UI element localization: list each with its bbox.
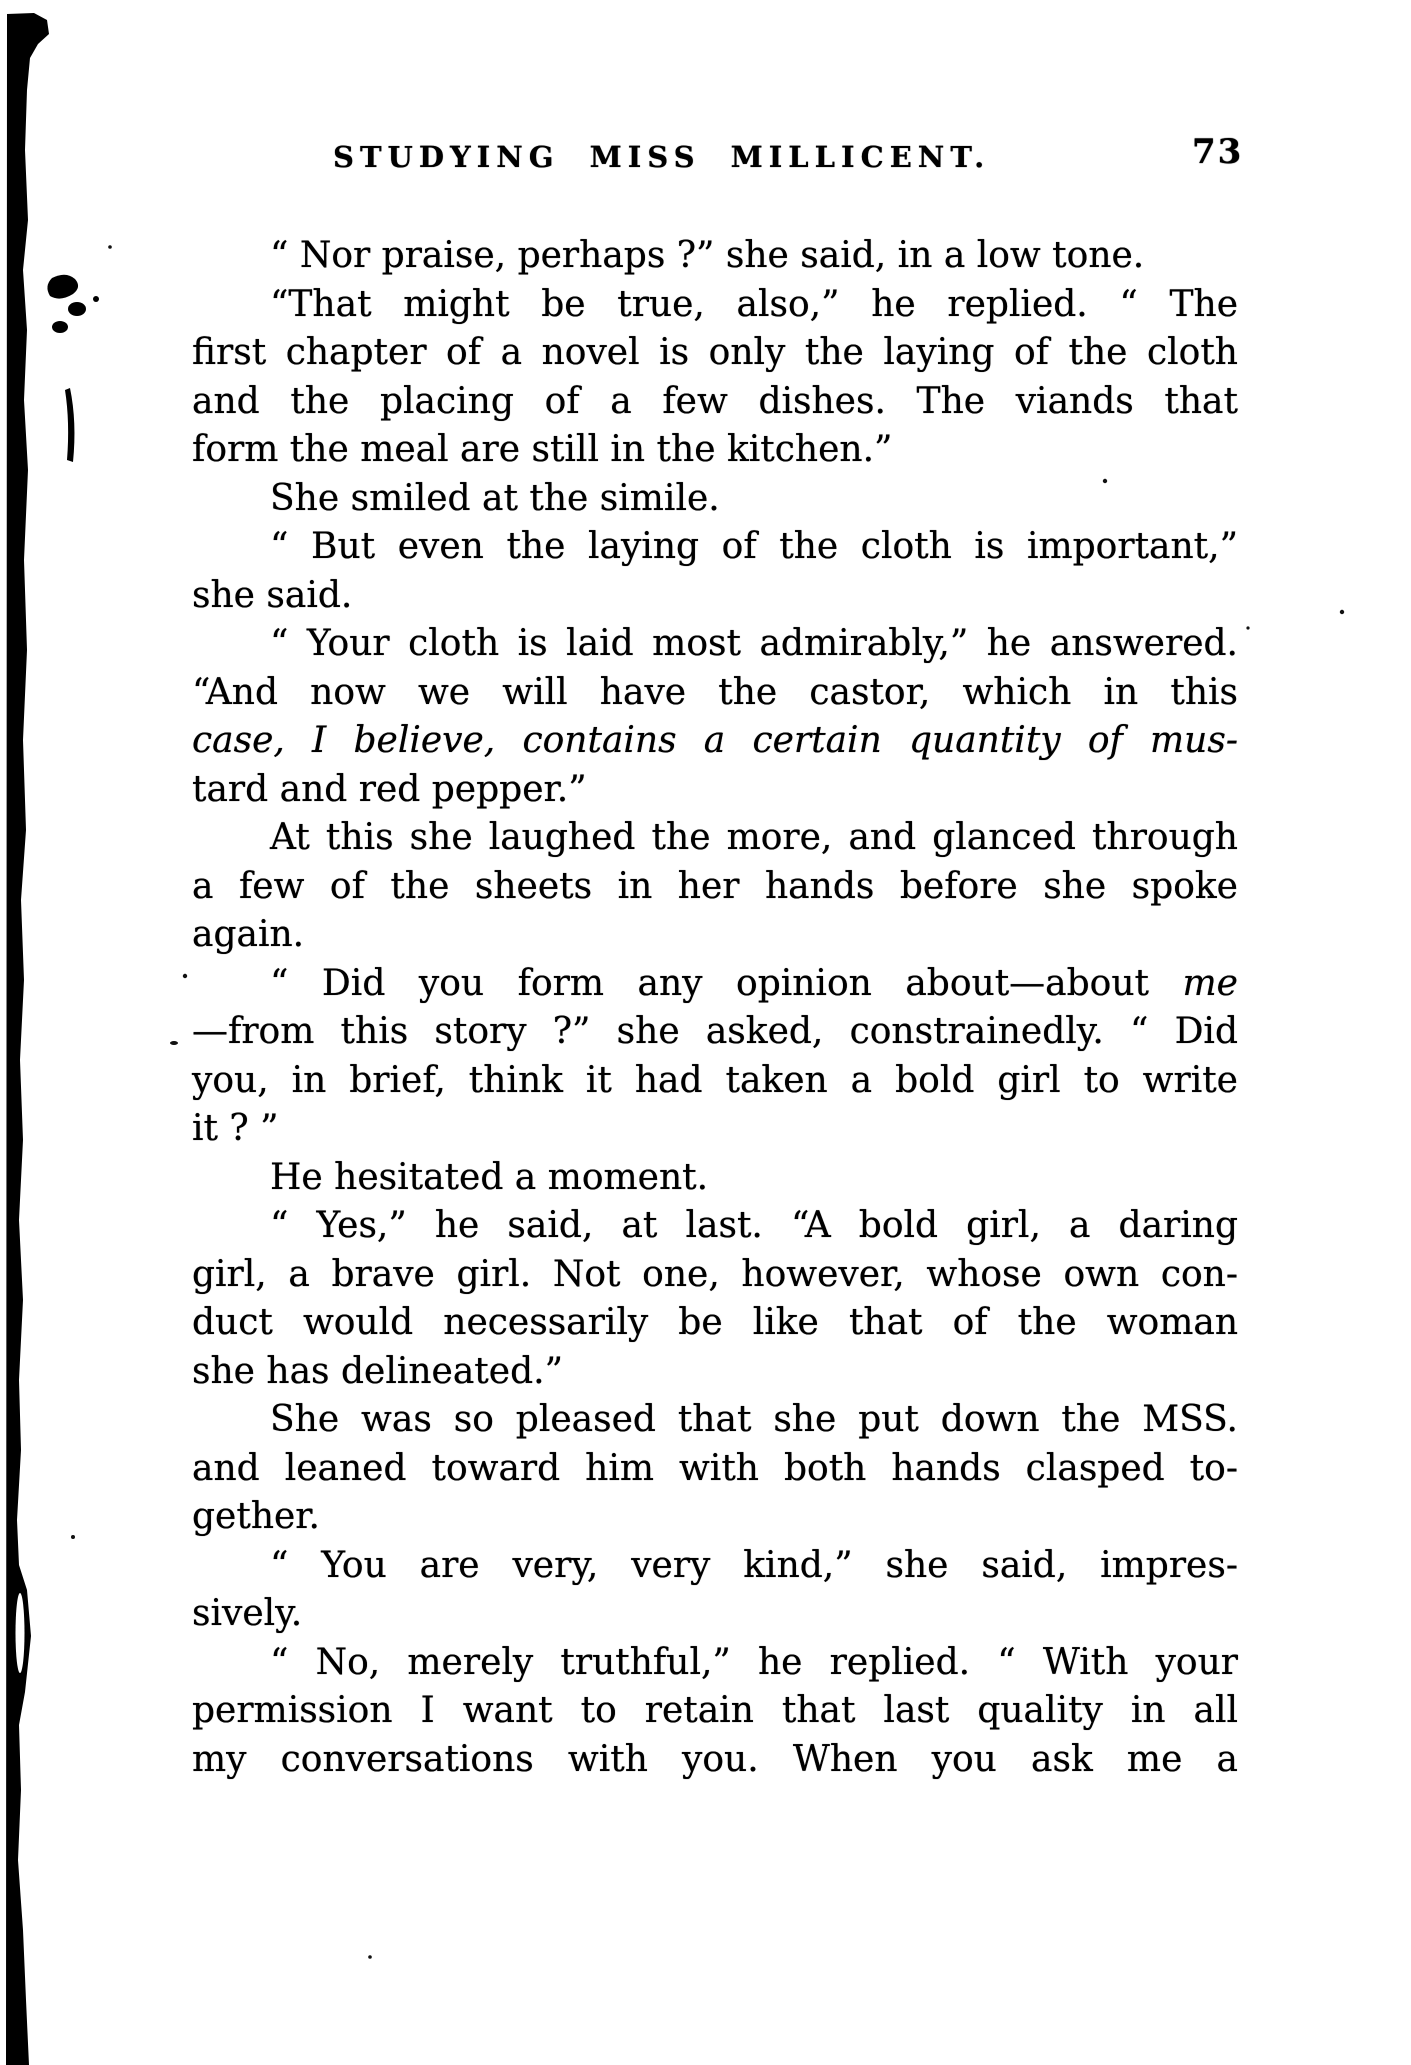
text-line	[192, 1299, 1238, 1348]
text-line	[192, 1445, 1238, 1494]
text-segment: you, in brief, think it had taken a bold girl to write	[192, 1059, 1238, 1101]
text-line	[192, 669, 1238, 718]
text-line	[192, 1154, 1238, 1203]
text-segment: “ Yes,” he said, at last. “A bold girl, a daring	[270, 1205, 1238, 1246]
text-segment: He hesitated a moment.	[270, 1156, 709, 1198]
text-line	[192, 378, 1238, 427]
text-segment: She smiled at the simile.	[270, 477, 720, 519]
text-segment: permission I want to retain that last quality in all	[192, 1690, 1238, 1731]
text-line	[192, 1105, 1238, 1154]
text-segment: girl, a brave girl. Not one, however, whose own con-	[192, 1253, 1238, 1295]
scan-speck	[170, 1041, 178, 1045]
scan-speck	[183, 974, 187, 978]
text-line	[192, 1590, 1238, 1639]
page-number: 73	[1192, 132, 1244, 172]
text-segment: and leaned toward him with both hands clasped to-	[192, 1447, 1238, 1489]
text-line	[192, 814, 1238, 863]
text-line	[192, 1008, 1238, 1057]
scan-speck	[71, 1535, 75, 1539]
text-segment: “ Your cloth is laid most admirably,” he answered.	[270, 623, 1238, 664]
text-segment: “And now we will have the castor, which in this	[192, 671, 1238, 713]
text-segment: gether.	[192, 1496, 321, 1537]
text-line	[192, 717, 1238, 766]
text-segment: it ? ”	[192, 1108, 279, 1149]
text-line	[192, 1542, 1238, 1591]
text-segment: “That might be true, also,” he replied. “ The	[270, 283, 1238, 325]
text-line	[192, 863, 1238, 912]
text-line	[192, 523, 1238, 572]
text-line	[192, 766, 1238, 815]
scan-speck	[1246, 626, 1249, 629]
text-segment: “ You are very, very kind,” she said, impres-	[270, 1544, 1238, 1586]
text-segment-italic: me	[1182, 962, 1238, 1004]
text-line	[192, 475, 1238, 524]
text-line	[192, 572, 1238, 621]
text-line	[192, 1639, 1238, 1688]
ink-blob	[93, 296, 99, 302]
text-segment: “ No, merely truthful,” he replied. “ With your	[270, 1641, 1238, 1683]
running-title: STUDYING MISS MILLICENT.	[333, 140, 991, 174]
ink-blob	[68, 302, 86, 316]
text-block	[192, 232, 1238, 1784]
text-segment: tard and red pepper.”	[192, 768, 587, 810]
text-segment: form the meal are still in the kitchen.”	[192, 429, 893, 470]
text-segment: my conversations with you. When you ask me a	[192, 1738, 1238, 1780]
text-line	[192, 1251, 1238, 1300]
text-segment: first chapter of a novel is only the laying of the cloth	[192, 332, 1238, 373]
text-segment: “ Did you form any opinion about—about	[270, 962, 1183, 1004]
ink-blob	[52, 321, 68, 333]
text-line	[192, 329, 1238, 378]
text-segment: “ But even the laying of the cloth is important,”	[270, 526, 1238, 567]
text-segment: a few of the sheets in her hands before she spoke	[192, 865, 1238, 907]
text-line	[192, 960, 1238, 1009]
text-line	[192, 281, 1238, 330]
text-line	[192, 1202, 1238, 1251]
ink-blob	[47, 275, 78, 299]
text-segment: she has delineated.”	[192, 1350, 563, 1392]
binding-shadow-gap	[16, 1593, 25, 1673]
text-segment: again.	[192, 914, 305, 955]
text-line	[192, 911, 1238, 960]
text-segment: She was so pleased that she put down the MSS.	[270, 1399, 1238, 1440]
scan-speck	[368, 1955, 372, 1959]
text-segment: duct would necessarily be like that of the woman	[192, 1302, 1238, 1343]
scan-speck	[1340, 610, 1344, 614]
text-segment: and the placing of a few dishes. The viands that	[192, 380, 1238, 422]
scan-speck	[108, 245, 112, 249]
text-segment: “ Nor praise, perhaps ?” she said, in a low tone.	[270, 235, 1145, 276]
text-line	[192, 1396, 1238, 1445]
text-segment: At this she laughed the more, and glanced through	[270, 817, 1238, 858]
text-line	[192, 620, 1238, 669]
text-segment: she said.	[192, 574, 353, 616]
text-line	[192, 232, 1238, 281]
text-segment: sively.	[192, 1593, 303, 1634]
text-line	[192, 426, 1238, 475]
text-line	[192, 1348, 1238, 1397]
text-line	[192, 1493, 1238, 1542]
ink-streak	[65, 388, 74, 462]
text-line	[192, 1057, 1238, 1106]
text-segment: —from this story ?” she asked, constrainedly. “ Did	[192, 1011, 1238, 1052]
binding-shadow-band	[6, 13, 49, 2065]
text-line	[192, 1687, 1238, 1736]
text-line	[192, 1736, 1238, 1785]
text-segment-italic: case, I believe, contains a certain quantity of mus-	[192, 720, 1238, 761]
